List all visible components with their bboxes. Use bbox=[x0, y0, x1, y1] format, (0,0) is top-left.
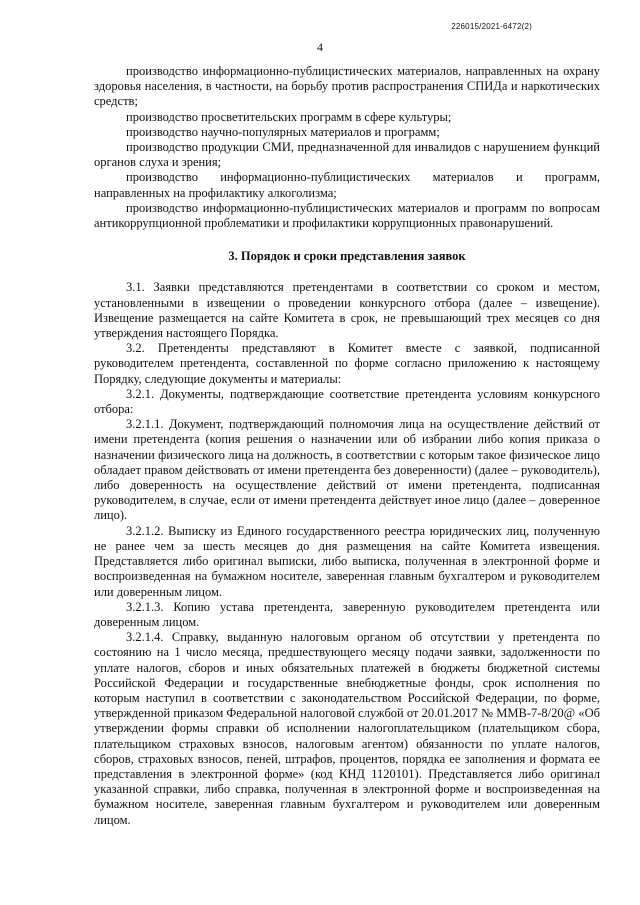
list-item: производство просветительских программ в сфере культуры; bbox=[126, 109, 452, 124]
paragraph-3-2-1-2: 3.2.1.2. Выписку из Единого государственного реестра юридических лиц, полученную не ранее чем за шесть месяцев до дня размещения на сайте Комитета извещения. Представляется либо оригинал выписки, либо выписка, полученная в электронной форме и воспроизведенная на бумажном носителе, заверенная главным бухгалтером и руководителем или доверенным лицом. bbox=[94, 523, 600, 599]
list-item: производство продукции СМИ, предназначенной для инвалидов с нарушением функций органов слуха и зрения; bbox=[94, 140, 600, 170]
document-id: 226015/2021-6472(2) bbox=[451, 22, 532, 31]
paragraph-3-2-1-4: 3.2.1.4. Справку, выданную налоговым органом об отсутствии у претендента по состоянию на 1 число месяца, предшествующего месяцу подачи заявки, задолженности по уплате налогов, сборов и иных обязательных платежей в бюджеты бюджетной системы Российской Федерации и государственные внебюджетные фонды, срок исполнения по которым наступил в соответствии с законодательством Российской Федерации, по форме, утвержденной приказом Федеральной налоговой службой от 20.01.2017 № ММВ-7-8/20@ «Об утверждении формы справки об исполнении налогоплательщиком (плательщиком сбора, плательщиком страховых взносов, налоговым агентом) обязанности по уплате налогов, сборов, страховых взносов, пеней, штрафов, процентов, порядка ее заполнения и формата ее представления в электронной форме» (код КНД 1120101). Представляется либо оригинал указанной справки, либо справка, полученная в электронной форме и воспроизведенная на бумажном носителе, заверенная главным бухгалтером и руководителем или доверенным лицом. bbox=[94, 630, 600, 827]
list-item: производство информационно-публицистических материалов, направленных на охрану здоровья населения, в частности, на борьбу против распространения СПИДа и наркотических средств; bbox=[94, 64, 600, 109]
list-item: производство информационно-публицистических материалов и программ, направленных на профилактику алкоголизма; bbox=[94, 170, 600, 200]
paragraph-3-2-1-1: 3.2.1.1. Документ, подтверждающий полномочия лица на осуществление действий от имени претендента (копия решения о назначении или об избрании либо копия приказа о назначении физического лица на должность, в соответствии с которым такое физическое лицо обладает правом действовать от имени претендента без доверенности) (далее – руководитель), либо доверенность на осуществление действий от имени претендента, подписанная руководителем, в случае, если от имени претендента действует иное лицо (далее – доверенное лицо). bbox=[94, 417, 600, 523]
list-item: производство научно-популярных материалов и программ; bbox=[126, 124, 440, 139]
paragraph-3-2: 3.2. Претенденты представляют в Комитет вместе с заявкой, подписанной руководителем претендента, составленной по форме согласно приложению к настоящему Порядку, следующие документы и материалы: bbox=[94, 341, 600, 386]
paragraph-3-2-1: 3.2.1. Документы, подтверждающие соответствие претендента условиям конкурсного отбора: bbox=[94, 386, 600, 417]
paragraph-3-2-1-3: 3.2.1.3. Копию устава претендента, заверенную руководителем претендента или доверенным лицом. bbox=[94, 599, 600, 629]
list-item: производство информационно-публицистических материалов и программ по вопросам антикоррупционной проблематики и профилактики коррупционных правонарушений. bbox=[94, 200, 600, 231]
document-body bbox=[94, 64, 600, 828]
page-number: 4 bbox=[317, 40, 323, 54]
section-heading: 3. Порядок и сроки представления заявок bbox=[228, 249, 466, 264]
paragraph-3-1: 3.1. Заявки представляются претендентами в соответствии со сроком и местом, установленными в извещении о проведении конкурсного отбора (далее – извещение). Извещение размещается на сайте Комитета в срок, не превышающий трех месяцев со дня утверждения настоящего Порядка. bbox=[94, 280, 600, 341]
